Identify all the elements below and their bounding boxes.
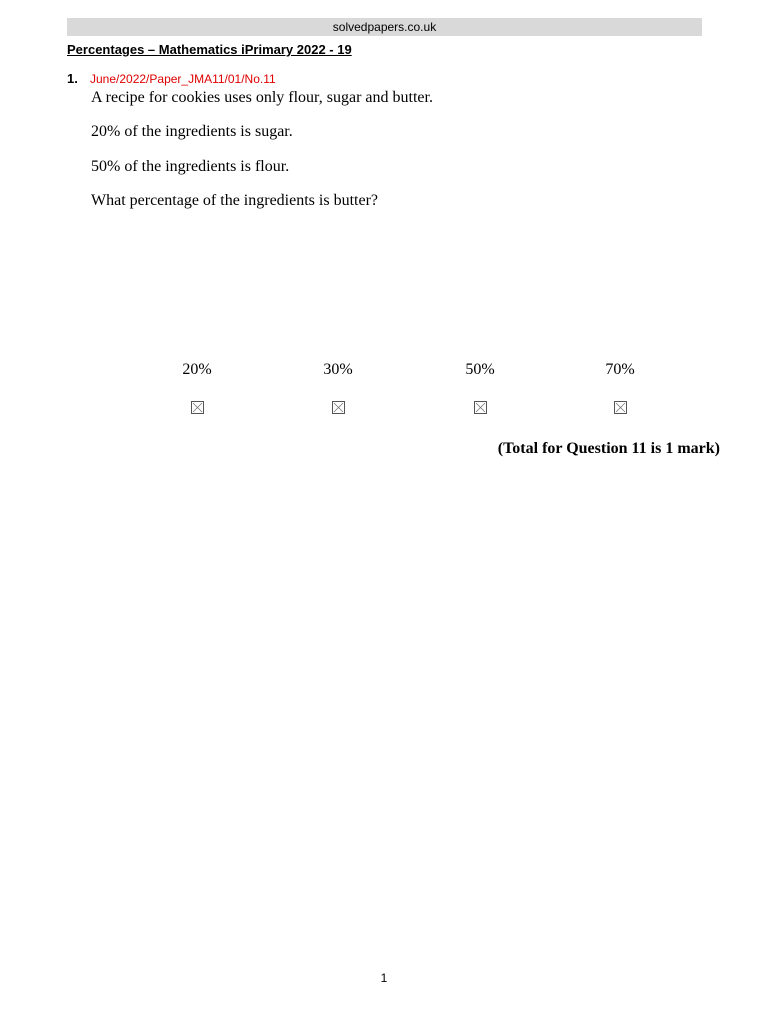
site-header: solvedpapers.co.uk <box>67 18 702 36</box>
question-line-2: 20% of the ingredients is sugar. <box>91 123 293 140</box>
question-line-1: A recipe for cookies uses only flour, sugar and butter. <box>91 89 433 106</box>
answer-option-label: 20% <box>182 361 212 378</box>
question-reference: June/2022/Paper_JMA11/01/No.11 <box>90 72 276 86</box>
answer-checkbox[interactable] <box>332 401 345 414</box>
answer-option-70 <box>590 360 650 414</box>
checkbox-cross-icon <box>615 402 626 413</box>
answer-option-label: 50% <box>465 361 495 378</box>
answer-checkbox[interactable] <box>474 401 487 414</box>
answer-option-label: 30% <box>323 361 353 378</box>
total-mark: (Total for Question 11 is 1 mark) <box>497 440 720 457</box>
checkbox-cross-icon <box>333 402 344 413</box>
page-number: 1 <box>380 971 388 985</box>
answer-option-50 <box>450 360 510 414</box>
document-title: Percentages – Mathematics iPrimary 2022 - 19 <box>67 42 352 57</box>
question-number: 1. <box>67 71 78 86</box>
answer-checkbox[interactable] <box>614 401 627 414</box>
question-line-3: 50% of the ingredients is flour. <box>91 158 290 175</box>
answer-checkbox[interactable] <box>191 401 204 414</box>
question-line-4: What percentage of the ingredients is butter? <box>91 192 378 209</box>
checkbox-cross-icon <box>192 402 203 413</box>
answer-option-label: 70% <box>605 361 635 378</box>
checkbox-cross-icon <box>475 402 486 413</box>
answer-option-30 <box>308 360 368 414</box>
answer-option-20 <box>167 360 227 414</box>
